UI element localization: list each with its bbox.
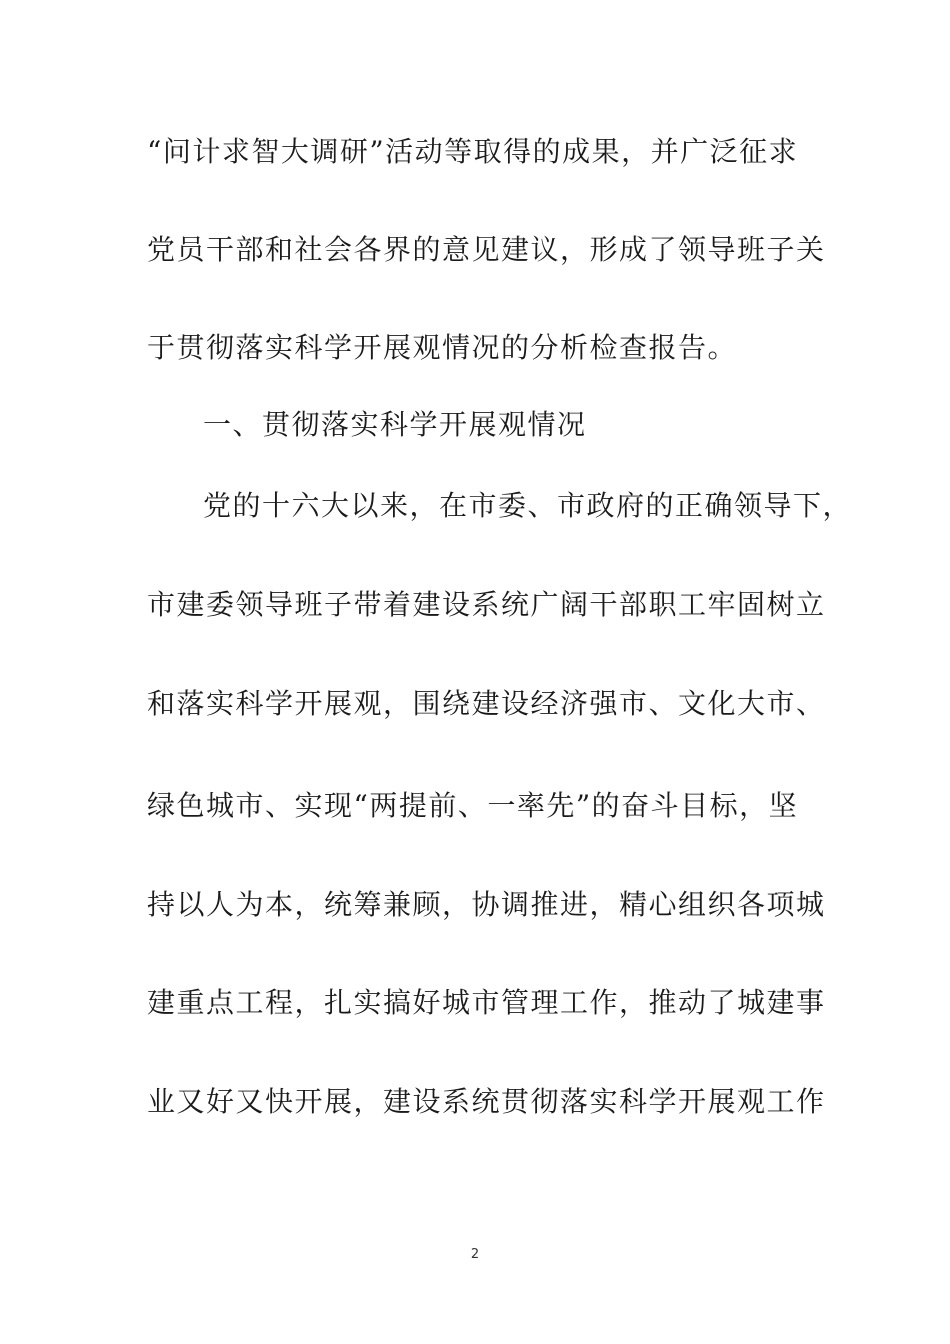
body-text-line: “问计求智大调研”活动等取得的成果，并广泛征求 [147, 135, 799, 168]
body-text-line: 业又好又快开展，建设系统贯彻落实科学开展观工作 [147, 1085, 826, 1118]
body-text-line: 持以人为本，统筹兼顾，协调推进，精心组织各项城 [147, 888, 826, 921]
body-text-line: 党员干部和社会各界的意见建议，形成了领导班子关 [147, 233, 826, 266]
body-text-line: 党的十六大以来，在市委、市政府的正确领导下， [203, 489, 853, 522]
body-text-line: 市建委领导班子带着建设系统广阔干部职工牢固树立 [147, 588, 826, 621]
body-text-line: 于贯彻落实科学开展观情况的分析检查报告。 [147, 331, 738, 364]
body-text-line: 建重点工程，扎实搞好城市管理工作，推动了城建事 [147, 986, 826, 1019]
body-text-line: 绿色城市、实现“两提前、一率先”的奋斗目标，坚 [147, 789, 799, 822]
section-heading: 一、贯彻落实科学开展观情况 [203, 408, 587, 441]
body-text-line: 和落实科学开展观，围绕建设经济强市、文化大市、 [147, 687, 826, 720]
page-number: 2 [470, 1247, 480, 1262]
